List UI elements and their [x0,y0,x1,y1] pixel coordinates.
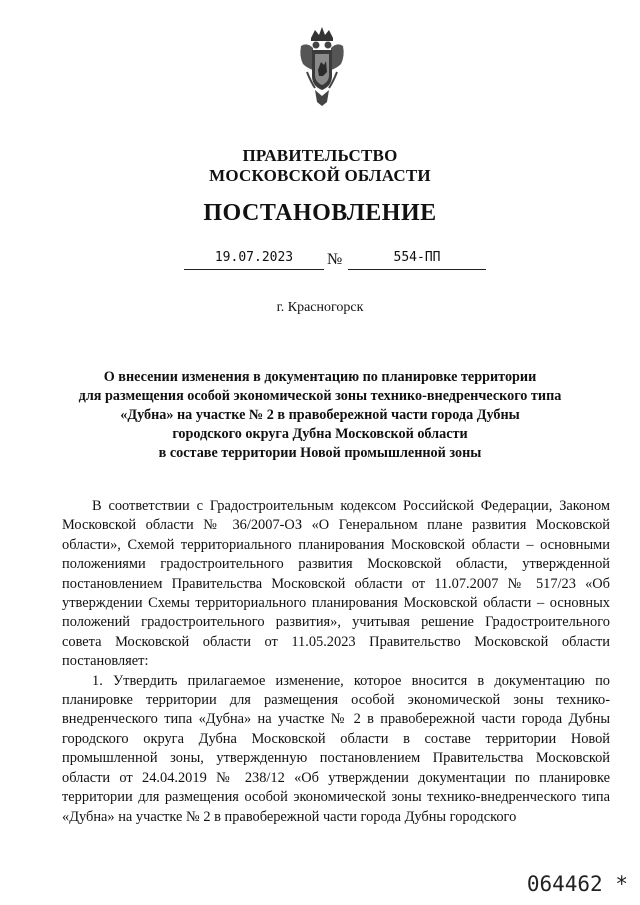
title-line: для размещения особой экономической зоны технико-внедренческого типа [78,388,562,404]
title-line: городского округа Дубна Московской области [172,426,468,442]
body-paragraph: 1. Утвердить прилагаемое изменение, которое вносится в документацию по планировке территории для размещения особой экономической зоны технико-внедренческого типа «Дубна» на участке № 2 в правобережной части города Дубны городского округа Дубна Московской области в составе территории Новой промышленной зоны, утвержденную постановлением Правительства Московской области от 24.04.2019 № 238/12 «Об утверждении документации по планировке территории для размещения особой экономической зоны технико-внедренческого типа «Дубна» на участке № 2 в правобережной части города Дубны городского [62,672,610,825]
title-line: «Дубна» на участке № 2 в правобережной части города Дубны [120,407,520,423]
document-body [62,497,610,827]
city: г. Красногорск [276,300,364,315]
coat-of-arms-icon [297,24,347,114]
body-paragraph: В соответствии с Градостроительным кодексом Российской Федерации, Законом Московской области № 36/2007-ОЗ «О Генеральном плане развития Московской области», Схемой территориального планирования Московской области – основными положениями градостроительного развития Московской области, утвержденной постановлением Правительства Московской области от 11.07.2007 № 517/23 «Об утверждении Схемы территориального планирования Московской области – основных положений градостроительного развития», учитывая решение Градостроительного совета Московской области от 11.05.2023 Правительство Московской области постановляет: [62,498,610,670]
date-field [184,247,324,270]
serial-stamp: 064462 * [526,872,628,896]
title-line: в составе территории Новой промышленной зоны [158,445,482,461]
org-name-line2: МОСКОВСКОЙ ОБЛАСТИ [209,166,431,185]
number-field [348,247,486,270]
document-type: ПОСТАНОВЛЕНИЕ [203,200,437,226]
document-number: 554-ПП [393,250,441,265]
document-title [60,368,580,463]
org-name-line1: ПРАВИТЕЛЬСТВО [242,146,398,165]
document-date: 19.07.2023 [214,250,294,265]
number-sign: № [327,251,343,268]
title-line: О внесении изменения в документацию по планировке территории [103,369,537,385]
